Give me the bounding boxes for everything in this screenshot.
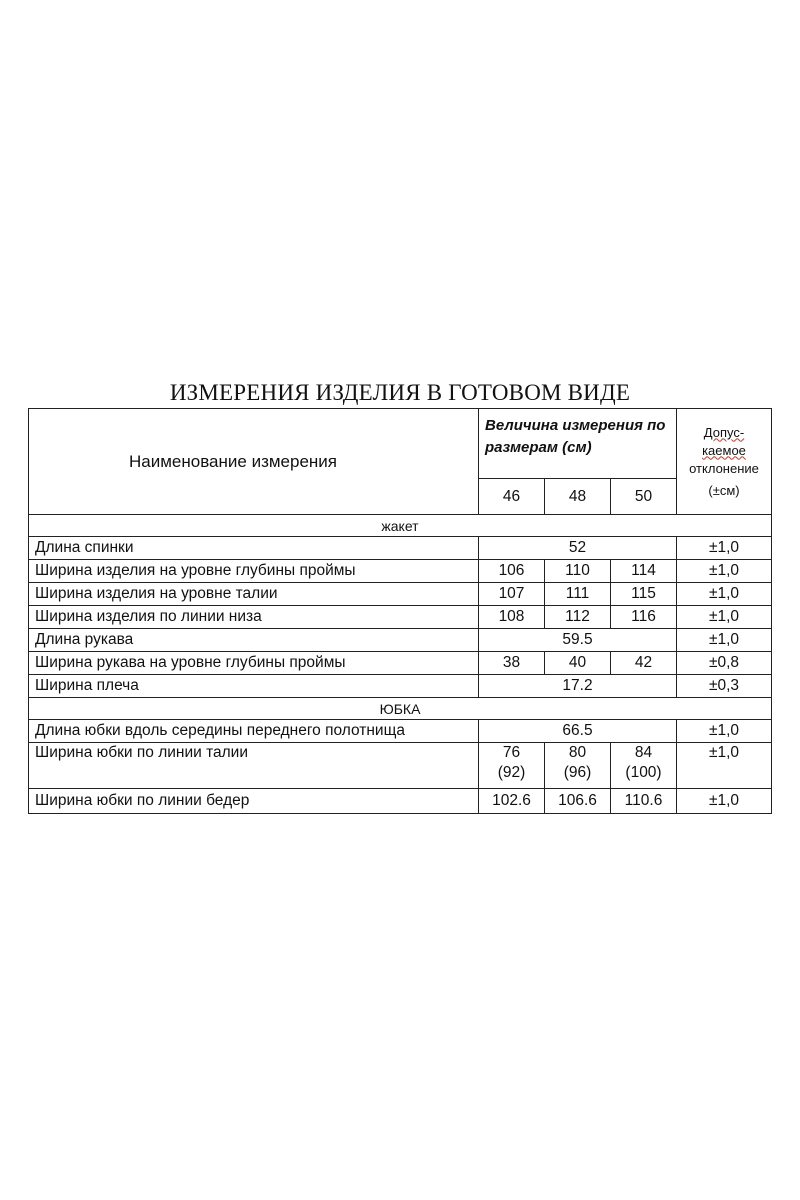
row-value: 84 [634, 744, 653, 761]
row-value: 42 [611, 652, 677, 675]
row-tolerance: ±1,0 [677, 560, 772, 583]
row-value-merged: 17.2 [479, 675, 677, 698]
row-value: 111 [545, 583, 611, 606]
header-sizes-title: Величина измерения по размерам (см) [479, 409, 677, 479]
row-tolerance: ±1,0 [677, 720, 772, 743]
row-value: 107 [479, 583, 545, 606]
header-tolerance-line2: каемое [702, 442, 746, 458]
row-value-cell [611, 743, 677, 789]
row-tolerance: ±1,0 [677, 789, 772, 814]
page-title: ИЗМЕРЕНИЯ ИЗДЕЛИЯ В ГОТОВОМ ВИДЕ [169, 380, 631, 405]
row-value: 112 [545, 606, 611, 629]
row-tolerance: ±0,8 [677, 652, 772, 675]
section-label: ЮБКА [29, 698, 772, 720]
row-name: Длина рукава [29, 629, 479, 652]
row-tolerance: ±1,0 [677, 537, 772, 560]
header-size: 48 [545, 479, 611, 515]
row-name: Ширина изделия по линии низа [29, 606, 479, 629]
row-value: 110 [545, 560, 611, 583]
header-tolerance-line4: (±см) [708, 482, 740, 498]
row-name: Ширина рукава на уровне глубины проймы [29, 652, 479, 675]
row-value-merged: 66.5 [479, 720, 677, 743]
row-name: Ширина юбки по линии бедер [29, 789, 479, 814]
measurements-table [28, 408, 772, 814]
row-tolerance: ±1,0 [677, 743, 772, 789]
row-tolerance: ±1,0 [677, 583, 772, 606]
row-tolerance: ±0,3 [677, 675, 772, 698]
row-value: 108 [479, 606, 545, 629]
row-value-merged: 59.5 [479, 629, 677, 652]
row-value-cell [545, 743, 611, 789]
row-name: Длина спинки [29, 537, 479, 560]
row-value: 106 [479, 560, 545, 583]
section-label: жакет [29, 515, 772, 537]
row-name: Ширина плеча [29, 675, 479, 698]
row-value-merged: 52 [479, 537, 677, 560]
header-size: 50 [611, 479, 677, 515]
row-value: 116 [611, 606, 677, 629]
row-value: 115 [611, 583, 677, 606]
row-name: Длина юбки вдоль середины переднего полотнища [29, 720, 479, 743]
row-name: Ширина изделия на уровне глубины проймы [29, 560, 479, 583]
row-value: 110.6 [611, 789, 677, 814]
row-value: 114 [611, 560, 677, 583]
row-value-cell [479, 743, 545, 789]
row-tolerance: ±1,0 [677, 629, 772, 652]
row-value: 38 [479, 652, 545, 675]
header-tolerance-line1: Допус- [703, 424, 745, 440]
row-value-sub: (92) [497, 764, 526, 781]
row-name: Ширина юбки по линии талии [29, 743, 479, 789]
row-value: 102.6 [479, 789, 545, 814]
header-size: 46 [479, 479, 545, 515]
row-tolerance: ±1,0 [677, 606, 772, 629]
row-value: 106.6 [545, 789, 611, 814]
header-name: Наименование измерения [29, 409, 479, 515]
row-value: 80 [568, 744, 587, 761]
row-value: 40 [545, 652, 611, 675]
header-tolerance-line3: отклонение [689, 460, 759, 476]
row-value-sub: (100) [625, 764, 662, 781]
row-name: Ширина изделия на уровне талии [29, 583, 479, 606]
row-value-sub: (96) [563, 764, 592, 781]
row-value: 76 [502, 744, 521, 761]
header-tolerance [677, 409, 772, 515]
